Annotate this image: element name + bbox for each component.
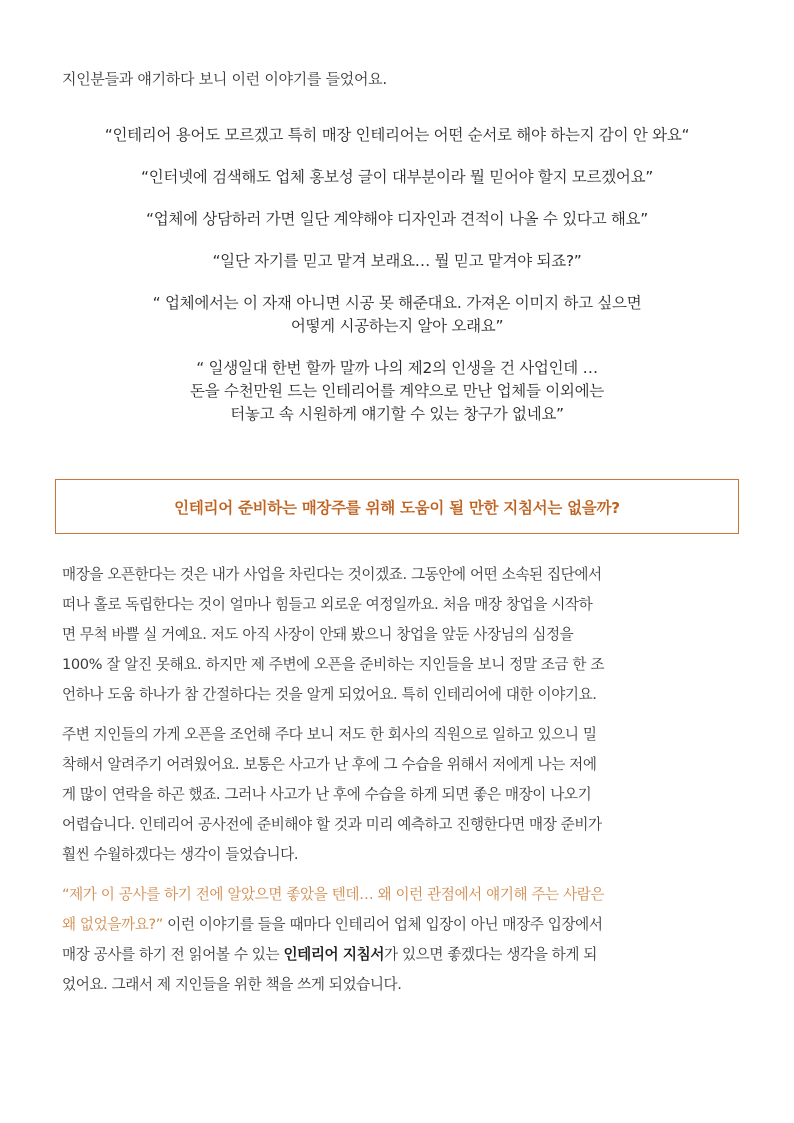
- paragraph-text: 가 있으면 좋겠다는 생각을 하게 되: [384, 946, 597, 963]
- paragraph-1: [62, 560, 734, 710]
- quote-line: “ 업체에서는 이 자재 아니면 시공 못 해준대요. 가져온 이미지 하고 싶으면: [152, 294, 642, 312]
- quote-line: 어떻게 시공하는지 알아 오래요”: [290, 317, 504, 335]
- paragraph-line: 매장을 오픈한다는 것은 내가 사업을 차린다는 것이겠죠. 그동안에 어떤 소속된 집단에서: [62, 566, 602, 583]
- quote-1: [0, 124, 794, 147]
- paragraph-line: 100% 잘 알진 못해요. 하지만 제 주변에 오픈을 준비하는 지인들을 보니 정말 조금 한 조: [62, 656, 605, 673]
- quote-line: “ 일생일대 한번 할까 말까 나의 제2의 인생을 건 사업인데 …: [196, 359, 598, 377]
- paragraph-line: 었어요. 그래서 제 지인들을 위한 책을 쓰게 되었습니다.: [62, 976, 402, 993]
- highlighted-quote: “제가 이 공사를 하기 전에 알았으면 좋았을 텐데… 왜 이런 관점에서 얘기해 주는 사람은: [62, 886, 605, 903]
- paragraph-line: 주변 지인들의 가게 오픈을 조언해 주다 보니 저도 한 회사의 직원으로 일하고 있으니 밀: [62, 726, 597, 743]
- paragraph-line: [62, 940, 734, 970]
- highlighted-quote: 왜 없었을까요?”: [62, 916, 163, 933]
- paragraph-line: 어렵습니다. 인테리어 공사전에 준비해야 할 것과 미리 예측하고 진행한다면 매장 준비가: [62, 816, 602, 833]
- paragraph-line: 게 많이 연락을 하곤 했죠. 그러나 사고가 난 후에 수습을 하게 되면 좋은 매장이 나오기: [62, 786, 592, 803]
- quote-line: “일단 자기를 믿고 맡겨 보래요… 뭘 믿고 맡겨야 되죠?”: [212, 252, 582, 270]
- quote-line: 돈을 수천만원 드는 인테리어를 계약으로 만난 업체들 이외에는: [190, 382, 604, 400]
- callout-text: 인테리어 준비하는 매장주를 위해 도움이 될 만한 지침서는 없을까?: [174, 498, 620, 517]
- quote-5: [0, 292, 794, 338]
- quote-line: “업체에 상담하러 가면 일단 계약해야 디자인과 견적이 나올 수 있다고 해요”: [146, 210, 648, 228]
- paragraph-line: 언하나 도움 하나가 참 간절하다는 것을 알게 되었어요. 특히 인테리어에 대한 이야기요.: [62, 686, 597, 703]
- emphasis-text: 인테리어 지침서: [283, 946, 385, 963]
- intro-text: 지인분들과 얘기하다 보니 이런 이야기를 들었어요.: [62, 70, 387, 88]
- paragraph-line: 착해서 알려주기 어려웠어요. 보통은 사고가 난 후에 그 수습을 위해서 저에게 나는 저에: [62, 756, 597, 773]
- quote-line: 터놓고 속 시원하게 얘기할 수 있는 창구가 없네요”: [230, 405, 564, 423]
- paragraph-line: 떠나 홀로 독립한다는 것이 얼마나 힘들고 외로운 여정일까요. 처음 매장 창업을 시작하: [62, 596, 593, 613]
- paragraph-line: [62, 910, 734, 940]
- paragraph-text: 이런 이야기를 들을 때마다 인테리어 업체 입장이 아닌 매장주 입장에서: [162, 916, 603, 933]
- paragraph-2: [62, 720, 734, 870]
- paragraph-line: 훨씬 수월하겠다는 생각이 들었습니다.: [62, 846, 299, 863]
- quote-line: “인테리어 용어도 모르겠고 특히 매장 인테리어는 어떤 순서로 해야 하는지 감이 안 와요“: [104, 126, 690, 144]
- paragraph-text: 매장 공사를 하기 전 읽어볼 수 있는: [62, 946, 284, 963]
- quote-3: [0, 208, 794, 231]
- quote-2: [0, 166, 794, 189]
- paragraph-line: 면 무척 바쁠 실 거예요. 저도 아직 사장이 안돼 봤으니 창업을 앞둔 사장님의 심정을: [62, 626, 574, 643]
- paragraph-line: [62, 880, 734, 910]
- quote-list: [0, 124, 794, 445]
- quote-6: [0, 357, 794, 426]
- quote-4: [0, 250, 794, 273]
- quote-line: “인터넷에 검색해도 업체 홍보성 글이 대부분이라 뭘 믿어야 할지 모르겠어요”: [141, 168, 653, 186]
- body-text: [62, 560, 734, 1010]
- callout-box: [55, 479, 739, 534]
- paragraph-3: [62, 880, 734, 1000]
